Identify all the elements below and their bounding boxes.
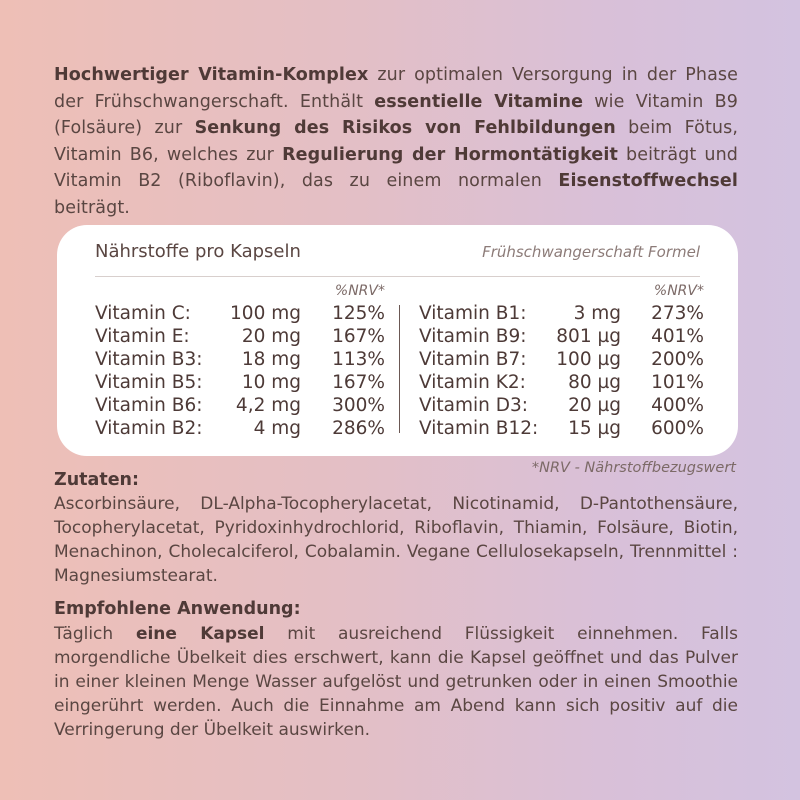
intro-bold-1: Hochwertiger Vitamin-Komplex xyxy=(54,65,369,85)
nutrient-row xyxy=(419,417,704,440)
nutrient-nrv: 273% xyxy=(651,303,704,324)
intro-bold-9: Eisenstoffwechsel xyxy=(558,171,738,191)
nutrient-amount: 4,2 mg xyxy=(235,395,301,416)
nutrient-column-left xyxy=(95,280,385,440)
nutrient-row xyxy=(95,348,385,371)
usage-text-1: Täglich xyxy=(54,624,136,644)
nutrient-amount: 80 µg xyxy=(568,372,621,393)
nutrient-column-right xyxy=(419,280,704,440)
nutrient-amount: 20 µg xyxy=(568,395,621,416)
nrv-footnote: *NRV - Nährstoffbezugswert xyxy=(531,460,736,476)
intro-text-4: wie Vitamin B9 (Folsäure) zur xyxy=(54,91,738,138)
column-divider xyxy=(399,305,400,433)
nutrient-name: Vitamin B1: xyxy=(419,303,527,324)
nutrient-card-title: Nährstoffe pro Kapseln xyxy=(95,241,301,262)
nutrient-name: Vitamin C: xyxy=(95,303,191,324)
nutrient-nrv: 600% xyxy=(651,418,704,439)
ingredients-title: Zutaten: xyxy=(54,470,140,490)
nutrient-row xyxy=(95,325,385,348)
nutrient-nrv: 200% xyxy=(651,349,704,370)
usage-bold-2: eine Kapsel xyxy=(135,624,265,644)
nutrient-amount: 10 mg xyxy=(241,372,301,393)
intro-text-8: beiträgt und Vitamin B2 (Riboflavin), das zu einem normalen xyxy=(54,144,738,191)
nutrient-card-header xyxy=(95,241,700,262)
nutrient-name: Vitamin B12: xyxy=(419,418,539,439)
nutrient-nrv: 113% xyxy=(332,349,385,370)
usage-text xyxy=(54,622,738,742)
nutrient-amount: 100 µg xyxy=(556,349,621,370)
intro-bold-5: Senkung des Risikos von Fehlbildungen xyxy=(194,118,616,138)
nutrient-nrv: 167% xyxy=(332,326,385,347)
nutrient-row xyxy=(419,394,704,417)
formula-label: Frühschwangerschaft Formel xyxy=(482,243,700,261)
nutrient-name: Vitamin B2: xyxy=(95,418,203,439)
intro-text-10: beiträgt. xyxy=(54,197,130,218)
nutrient-amount: 15 µg xyxy=(568,418,621,439)
nutrient-card xyxy=(57,225,738,456)
nutrient-nrv: 401% xyxy=(651,326,704,347)
nutrient-row xyxy=(419,348,704,371)
nutrient-nrv: 400% xyxy=(651,395,704,416)
nutrient-name: Vitamin B6: xyxy=(95,395,203,416)
nutrient-amount: 18 mg xyxy=(241,349,301,370)
intro-text-6: beim Fötus, Vitamin B6, welches zur xyxy=(54,118,738,165)
nutrient-row xyxy=(419,371,704,394)
intro-text-2: zur optimalen Versorgung in der Phase der Frühschwangerschaft. Enthält xyxy=(54,65,738,112)
usage-title: Empfohlene Anwendung: xyxy=(54,599,301,619)
nutrient-nrv: 101% xyxy=(651,372,704,393)
nutrient-name: Vitamin B5: xyxy=(95,372,203,393)
nutrient-name: Vitamin B3: xyxy=(95,349,203,370)
ingredients-text: Ascorbinsäure, DL-Alpha-Tocopherylacetat, Nicotinamid, D-Pantothensäure, Tocopherylacetat, Pyridoxinhydrochlorid, Riboflavin, Thiamin, Folsäure, Biotin, Menachinon, Cholecalciferol, Cobalamin. Vegane Cellulosekapseln, Trennmittel : Magnesiumstearat. xyxy=(54,494,738,586)
nutrient-amount: 3 mg xyxy=(573,303,621,324)
nutrient-amount: 100 mg xyxy=(230,303,301,324)
nutrient-amount: 4 mg xyxy=(253,418,301,439)
nutrient-row xyxy=(419,302,704,325)
intro-bold-3: essentielle Vitamine xyxy=(374,91,584,112)
intro-bold-7: Regulierung der Hormontätigkeit xyxy=(282,144,618,165)
usage-text-3: mit ausreichend Flüssigkeit einnehmen. Falls morgendliche Übelkeit dies erschwert, kann die Kapsel geöffnet und das Pulver in einer kleinen Menge Wasser aufgelöst und getrunken oder in einen Smoothie eingerührt werden. Auch die Einnahme am Abend kann sich positiv auf die Verringerung der Übelkeit auswirken. xyxy=(54,624,738,740)
nrv-header-left: %NRV* xyxy=(334,283,385,299)
nutrient-nrv: 167% xyxy=(332,372,385,393)
product-description xyxy=(54,62,738,221)
nutrient-name: Vitamin B9: xyxy=(419,326,527,347)
nutrient-row xyxy=(95,417,385,440)
nutrient-nrv: 300% xyxy=(332,395,385,416)
nutrient-nrv: 286% xyxy=(332,418,385,439)
nutrient-nrv: 125% xyxy=(332,303,385,324)
nutrient-name: Vitamin K2: xyxy=(419,372,526,393)
nutrient-row xyxy=(95,371,385,394)
nutrient-name: Vitamin D3: xyxy=(419,395,528,416)
header-divider xyxy=(95,276,700,277)
nutrient-row xyxy=(95,302,385,325)
nutrient-name: Vitamin E: xyxy=(95,326,190,347)
nutrient-amount: 20 mg xyxy=(241,326,301,347)
nutrient-row xyxy=(95,394,385,417)
nutrient-row xyxy=(419,325,704,348)
nrv-header-right: %NRV* xyxy=(653,283,704,299)
nutrient-amount: 801 µg xyxy=(556,326,621,347)
nutrient-name: Vitamin B7: xyxy=(419,349,527,370)
